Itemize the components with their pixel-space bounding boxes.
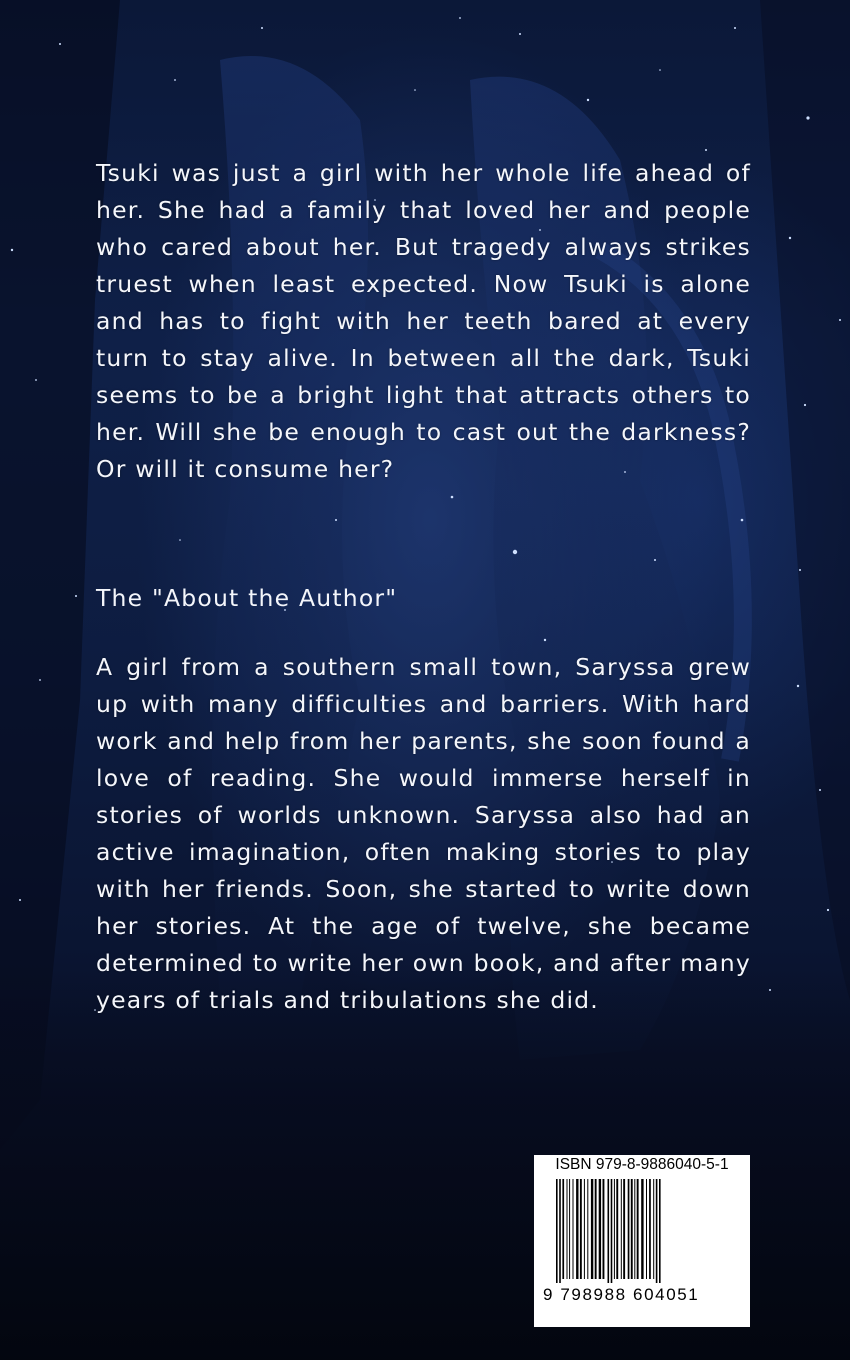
barcode-bar (637, 1179, 639, 1279)
barcode-bar (603, 1179, 605, 1279)
barcode-bar (567, 1179, 568, 1279)
barcode-bar (628, 1179, 630, 1279)
barcode-bar (641, 1179, 643, 1279)
barcode-bar (573, 1179, 574, 1279)
barcode-bar (569, 1179, 570, 1279)
barcode-bar (659, 1179, 661, 1283)
isbn-label: ISBN 979-8-9886040-5-1 (555, 1156, 729, 1173)
barcode-bar (631, 1179, 633, 1279)
barcode-bar (576, 1179, 578, 1279)
barcode-bars (534, 1179, 750, 1291)
about-author-heading: The "About the Author" (96, 584, 398, 612)
barcode-digits: 9 798988 604051 (543, 1285, 700, 1304)
barcode-bar (595, 1179, 597, 1279)
barcode-bar (599, 1179, 601, 1279)
barcode-bar (562, 1179, 564, 1279)
barcode-bar (580, 1179, 582, 1279)
barcode-bar (653, 1179, 654, 1279)
barcode-bar (591, 1179, 593, 1279)
barcode-bar (611, 1179, 613, 1283)
barcode-bar (614, 1179, 615, 1279)
barcode-bar (623, 1179, 625, 1279)
barcode-bar (634, 1179, 635, 1279)
barcode-bar (608, 1179, 610, 1283)
barcode-bar (616, 1179, 618, 1279)
barcode-bar (656, 1179, 658, 1283)
author-bio: A girl from a southern small town, Saryssa grew up with many difficulties and barriers. With hard work and help from her parents, she soon found a love of reading. She would immerse herself in stories of worlds unknown. Saryssa also had an active imagination, often making stories to play with her friends. Soon, she started to write down her stories. At the age of twelve, she became determined to write her own book, and after many years of trials and tribulations she did. (96, 653, 751, 1014)
barcode-bar (584, 1179, 585, 1279)
isbn-barcode (534, 1155, 750, 1327)
barcode-bar (559, 1179, 561, 1283)
barcode-bar (649, 1179, 651, 1279)
barcode-bar (621, 1179, 622, 1279)
right-shadow-shape (760, 0, 850, 1000)
barcode-bar (556, 1179, 558, 1283)
book-synopsis: Tsuki was just a girl with her whole life ahead of her. She had a family that loved her and people who cared about her. But tragedy always strikes truest when least expected. Now Tsuki is alone and has to fight with her teeth bared at every turn to stay alive. In between all the dark, Tsuki seems to be a bright light that attracts others to her. Will she be enough to cast out the darkness? Or will it consume her? (96, 159, 751, 483)
barcode-bar (587, 1179, 588, 1279)
barcode-bar (646, 1179, 647, 1279)
